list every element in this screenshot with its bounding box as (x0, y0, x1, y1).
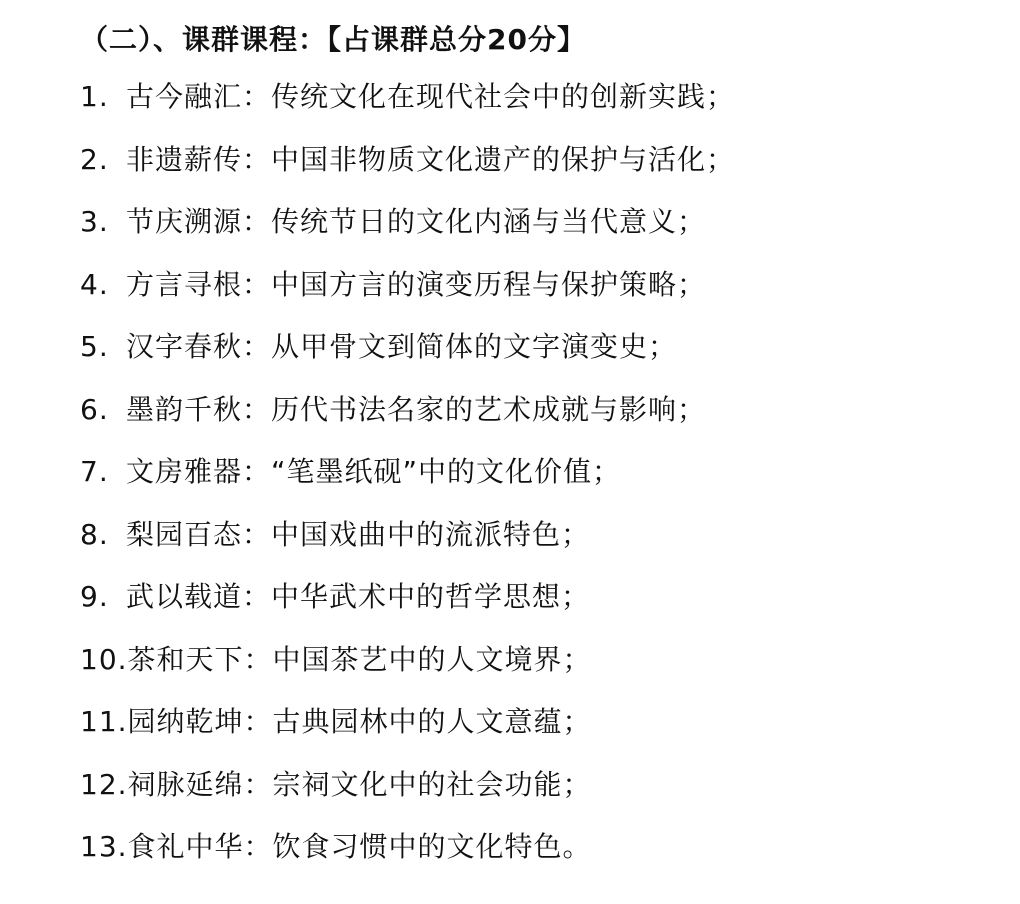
course-number: 4. (80, 267, 109, 301)
course-number: 11. (80, 705, 128, 738)
course-number: 8. (80, 517, 109, 551)
course-text: 文房雅器：“笔墨纸砚”中的文化价值； (126, 455, 622, 488)
course-item (80, 691, 1000, 754)
course-item (80, 316, 1000, 379)
course-text: 园纳乾坤：古典园林中的人文意蕴； (127, 705, 592, 738)
course-text: 非遗薪传：中国非物质文化遗产的保护与活化； (126, 142, 736, 176)
course-text: 汉字春秋：从甲骨文到简体的文字演变史； (126, 330, 678, 363)
course-number: 10. (80, 642, 128, 676)
course-text: 墨韵千秋：历代书法名家的艺术成就与影响； (126, 392, 707, 426)
course-number: 3. (80, 205, 109, 238)
course-number: 7. (80, 455, 109, 488)
course-item (80, 66, 1000, 129)
course-item (80, 191, 1000, 254)
course-number: 9. (80, 580, 109, 613)
course-number: 13. (80, 830, 128, 863)
course-text: 武以载道：中华武术中的哲学思想； (126, 580, 591, 613)
course-text: 食礼中华：饮食习惯中的文化特色。 (127, 830, 592, 863)
course-text: 古今融汇：传统文化在现代社会中的创新实践； (126, 80, 736, 113)
course-text: 方言寻根：中国方言的演变历程与保护策略； (126, 267, 707, 301)
course-number: 12. (80, 767, 128, 801)
course-list (80, 66, 1000, 879)
course-item (80, 754, 1000, 817)
course-item (80, 129, 1000, 192)
course-number: 2. (80, 142, 109, 176)
course-text: 茶和天下：中国茶艺中的人文境界； (127, 642, 592, 676)
course-item (80, 504, 1000, 567)
course-item (80, 441, 1000, 504)
course-number: 6. (80, 392, 109, 426)
course-item (80, 629, 1000, 692)
course-document (80, 14, 1000, 879)
course-item (80, 816, 1000, 879)
course-item (80, 566, 1000, 629)
course-item (80, 254, 1000, 317)
course-text: 祠脉延绵：宗祠文化中的社会功能； (127, 767, 592, 801)
section-heading: （二）、课群课程：【占课群总分20分】 (80, 23, 586, 56)
course-item (80, 379, 1000, 442)
course-number: 5. (80, 330, 109, 363)
course-number: 1. (80, 80, 109, 113)
course-text: 节庆溯源：传统节日的文化内涵与当代意义； (126, 205, 707, 238)
course-text: 梨园百态：中国戏曲中的流派特色； (126, 517, 591, 551)
